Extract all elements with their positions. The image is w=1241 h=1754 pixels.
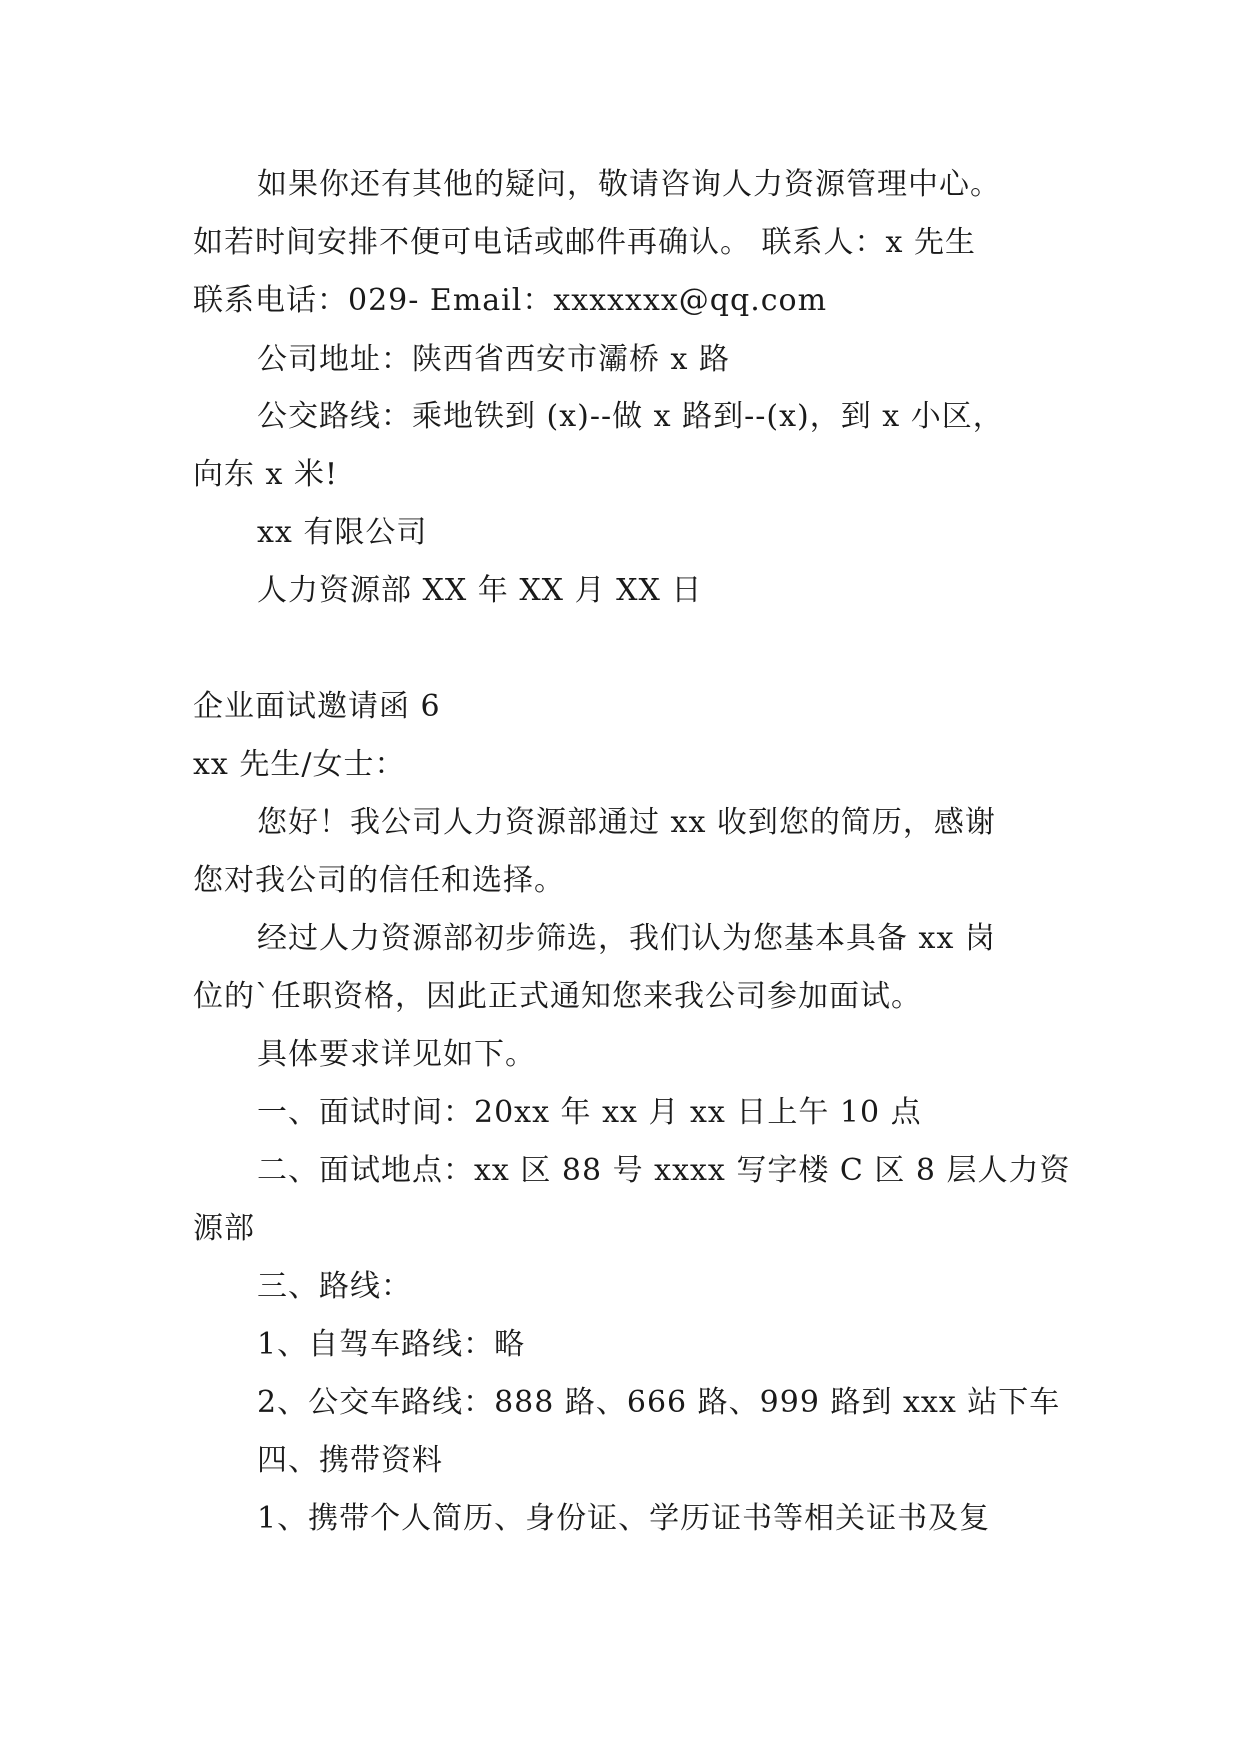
text-line: 经过人力资源部初步筛选，我们认为您基本具备 xx 岗 [257, 921, 996, 956]
text-line: 二、面试地点：xx 区 88 号 xxxx 写字楼 C 区 8 层人力资 [257, 1153, 1071, 1188]
text-line: 如若时间安排不便可电话或邮件再确认。 联系人：x 先生 [193, 225, 976, 260]
text-line: 三、路线： [257, 1269, 412, 1304]
text-line: 您好！我公司人力资源部通过 xx 收到您的简历，感谢 [257, 805, 996, 840]
text-line: 位的`任职资格，因此正式通知您来我公司参加面试。 [193, 979, 922, 1014]
salutation: xx 先生/女士： [193, 747, 406, 782]
text-line: 您对我公司的信任和选择。 [193, 863, 565, 898]
text-line: 公交路线：乘地铁到 (x)--做 x 路到--(x)，到 x 小区， [257, 399, 1004, 434]
text-line: 如果你还有其他的疑问，敬请咨询人力资源管理中心。 [257, 167, 1001, 202]
text-line: 向东 x 米! [193, 457, 339, 492]
text-line: 公司地址：陕西省西安市灞桥 x 路 [257, 342, 730, 377]
signature-date: 人力资源部 XX 年 XX 月 XX 日 [257, 573, 703, 608]
text-line: 联系电话：029- Email：xxxxxxx@qq.com [193, 283, 828, 318]
text-line: 四、携带资料 [257, 1443, 443, 1478]
company-name: xx 有限公司 [257, 515, 428, 550]
text-line: 2、公交车路线：888 路、666 路、999 路到 xxx 站下车 [257, 1385, 1061, 1420]
text-line: 具体要求详见如下。 [257, 1037, 536, 1072]
text-line: 一、面试时间：20xx 年 xx 月 xx 日上午 10 点 [257, 1095, 922, 1130]
text-line: 1、自驾车路线：略 [257, 1327, 526, 1362]
text-line: 1、携带个人简历、身份证、学历证书等相关证书及复 [257, 1501, 991, 1536]
text-line: 源部 [193, 1211, 255, 1246]
section-title: 企业面试邀请函 6 [193, 689, 441, 724]
